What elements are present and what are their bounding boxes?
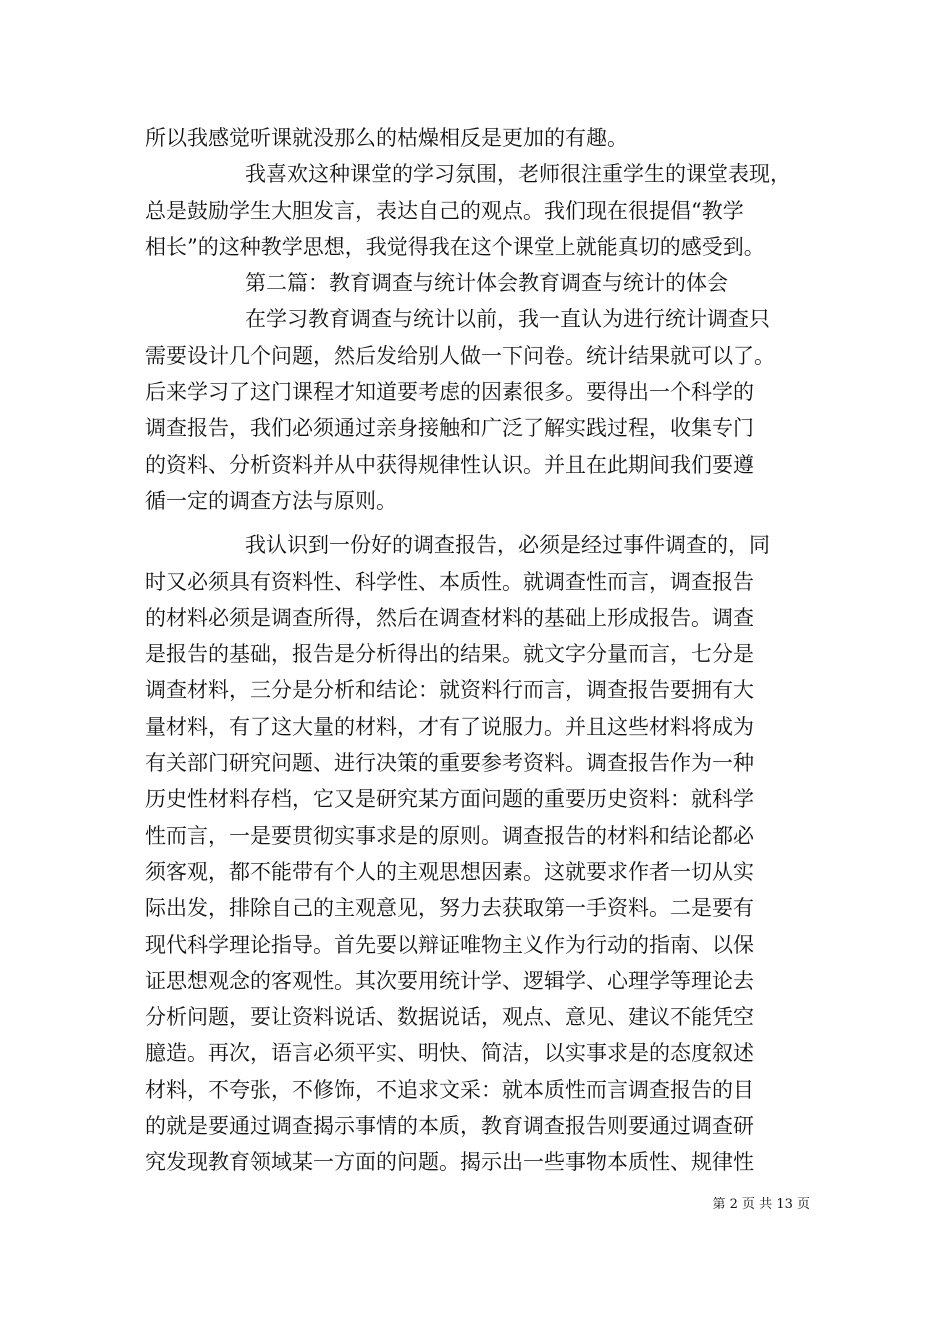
text-line: 历史性材料存档，它又是研究某方面问题的重要历史资料：就科学 bbox=[145, 787, 754, 812]
paragraph-start-line: 我喜欢这种课堂的学习氛围，老师很注重学生的课堂表现， bbox=[245, 162, 791, 187]
text-line: 所以我感觉听课就没那么的枯燥相反是更加的有趣。 bbox=[145, 126, 628, 150]
text-line: 现代科学理论指导。首先要以辩证唯物主义作为行动的指南、以保 bbox=[145, 932, 754, 957]
text-line: 分析问题，要让资料说话、数据说话，观点、意见、建议不能凭空 bbox=[145, 1005, 754, 1030]
text-line: 究发现教育领域某一方面的问题。揭示出一些事物本质性、规律性 bbox=[145, 1150, 754, 1175]
text-line: 后来学习了这门课程才知道要考虑的因素很多。要得出一个科学的 bbox=[145, 380, 754, 405]
paragraph-start-line: 我认识到一份好的调查报告，必须是经过事件调查的，同 bbox=[245, 533, 770, 558]
text-line: 需要设计几个问题，然后发给别人做一下问卷。统计结果就可以了。 bbox=[145, 343, 775, 368]
page-number-footer: 第 2 页 共 13 页 bbox=[712, 1197, 810, 1212]
text-line: 总是鼓励学生大胆发言，表达自己的观点。我们现在很提倡“教学 bbox=[145, 198, 744, 223]
text-line: 材料，不夸张，不修饰，不追求文采：就本质性而言调查报告的目 bbox=[145, 1077, 754, 1102]
text-line: 量材料，有了这大量的材料，才有了说服力。并且这些材料将成为 bbox=[145, 714, 754, 739]
text-line: 须客观，都不能带有个人的主观思想因素。这就要求作者一切从实 bbox=[145, 859, 754, 884]
text-line: 是报告的基础，报告是分析得出的结果。就文字分量而言，七分是 bbox=[145, 642, 754, 667]
text-line: 的材料必须是调查所得，然后在调查材料的基础上形成报告。调查 bbox=[145, 605, 754, 630]
text-line: 际出发，排除自己的主观意见，努力去获取第一手资料。二是要有 bbox=[145, 896, 754, 921]
text-line: 证思想观念的客观性。其次要用统计学、逻辑学、心理学等理论去 bbox=[145, 968, 754, 993]
text-line: 有关部门研究问题、进行决策的重要参考资料。调查报告作为一种 bbox=[145, 751, 754, 776]
text-line: 调查报告，我们必须通过亲身接触和广泛了解实践过程，收集专门 bbox=[145, 416, 754, 441]
text-line: 的就是要通过调查揭示事情的本质，教育调查报告则要通过调查研 bbox=[145, 1114, 754, 1139]
text-line: 的资料、分析资料并从中获得规律性认识。并且在此期间我们要遵 bbox=[145, 452, 754, 477]
text-line: 调查材料，三分是分析和结论：就资料行而言，调查报告要拥有大 bbox=[145, 678, 754, 703]
paragraph-start-line: 在学习教育调查与统计以前，我一直认为进行统计调查只 bbox=[245, 307, 770, 332]
text-line: 性而言，一是要贯彻实事求是的原则。调查报告的材料和结论都必 bbox=[145, 823, 754, 848]
text-line: 循一定的调查方法与原则。 bbox=[145, 488, 397, 513]
section-heading: 第二篇：教育调查与统计体会教育调查与统计的体会 bbox=[245, 271, 728, 296]
text-line: 时又必须具有资料性、科学性、本质性。就调查性而言，调查报告 bbox=[145, 569, 754, 594]
paragraph-gap bbox=[145, 519, 810, 527]
text-line: 臆造。再次，语言必须平实、明快、简洁，以实事求是的态度叙述 bbox=[145, 1041, 754, 1066]
text-line: 相长”的这种教学思想，我觉得我在这个课堂上就能真切的感受到。 bbox=[145, 234, 765, 259]
body-text bbox=[145, 120, 810, 1181]
